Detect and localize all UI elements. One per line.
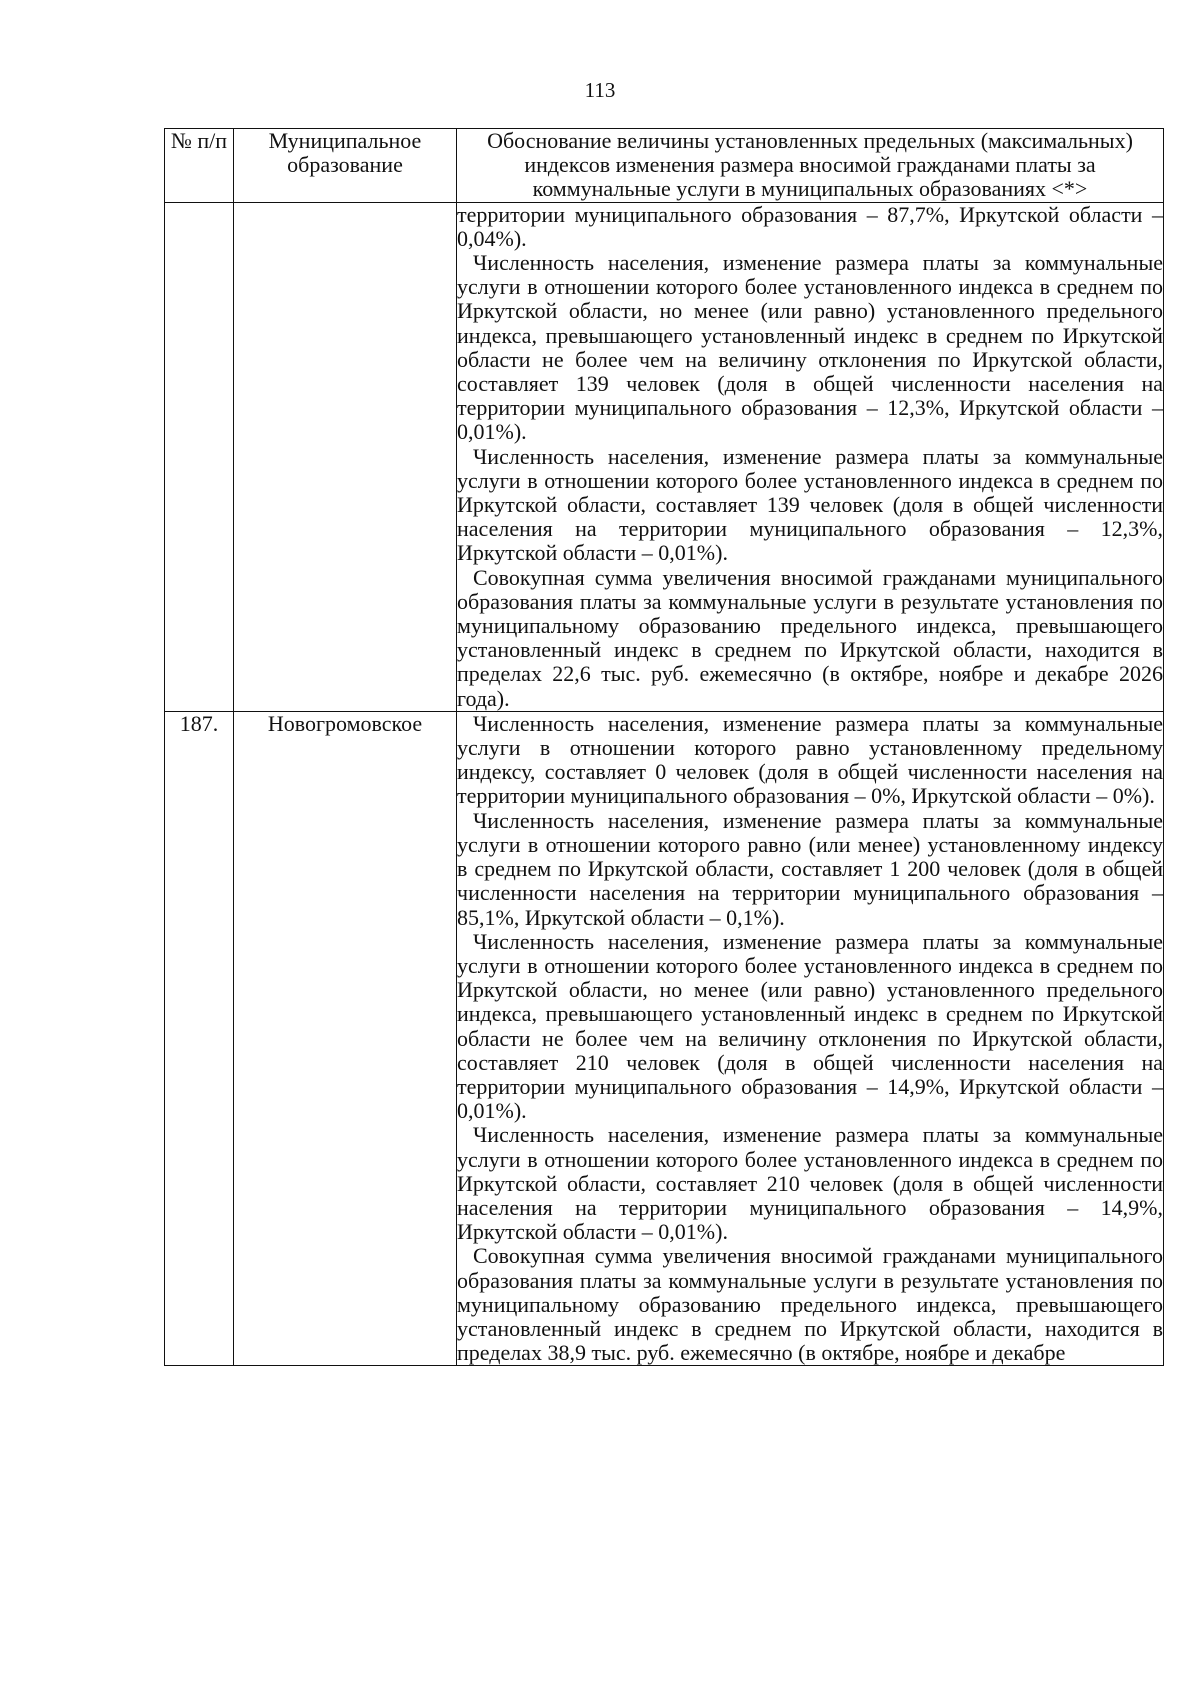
page-number: 113 <box>584 78 616 102</box>
municipality-cell <box>234 202 457 711</box>
basis-paragraph: Совокупная сумма увеличения вносимой гражданами муниципального образования платы за коммунальные услуги в результате установления по муниципальному образованию предельного индекса, превышающего установленный индекс в среднем по Иркутской области, находится в пределах 22,6 тыс. руб. ежемесячно (в октябре, ноябре и декабре 2026 года). <box>457 564 1163 711</box>
row-number-cell: 187. <box>165 711 234 1365</box>
column-header-municipality: Муниципальное образование <box>234 129 457 203</box>
basis-cell <box>457 711 1164 1365</box>
table-row-187 <box>165 711 1164 1365</box>
basis-paragraph: Численность населения, изменение размера платы за коммунальные услуги в отношении которого более установленного индекса в среднем по Иркутской области, но менее (или равно) установленного предельного индекса, превышающего установленный индекс в среднем по Иркутской области не более чем на величину отклонения по Иркутской области, составляет 210 человек (доля в общей численности населения на территории муниципального образования – 14,9%, Иркутской области – 0,01%). <box>457 928 1163 1124</box>
row-number-cell <box>165 202 234 711</box>
basis-paragraph: Численность населения, изменение размера платы за коммунальные услуги в отношении которого равно установленному предельному индексу, составляет 0 человек (доля в общей численности населения на территории муниципального образования – 0%, Иркутской области – 0%). <box>457 710 1163 809</box>
municipality-cell: Новогромовское <box>234 711 457 1365</box>
basis-paragraph: Численность населения, изменение размера платы за коммунальные услуги в отношении которого равно (или менее) установленному индексу в среднем по Иркутской области, составляет 1 200 человек (доля в общей численности населения на территории муниципального образования – 85,1%, Иркутской области – 0,1%). <box>457 807 1163 930</box>
basis-paragraph: Численность населения, изменение размера платы за коммунальные услуги в отношении которого более установленного индекса в среднем по Иркутской области, но менее (или равно) установленного предельного индекса, превышающего установленный индекс в среднем по Иркутской области не более чем на величину отклонения по Иркутской области, составляет 139 человек (доля в общей численности населения на территории муниципального образования – 12,3%, Иркутской области – 0,01%). <box>457 250 1163 445</box>
column-header-number: № п/п <box>165 129 234 203</box>
basis-cell <box>457 202 1164 711</box>
tariff-index-table <box>164 128 1164 1366</box>
basis-paragraph: Совокупная сумма увеличения вносимой гражданами муниципального образования платы за коммунальные услуги в результате установления по муниципальному образованию предельного индекса, превышающего установленный индекс в среднем по Иркутской области, находится в пределах 38,9 тыс. руб. ежемесячно (в октябре, ноябре и декабре <box>457 1243 1163 1366</box>
table-header-row <box>165 129 1164 203</box>
basis-paragraph: территории муниципального образования – 87,7%, Иркутской области – 0,04%). <box>457 201 1163 251</box>
basis-paragraph: Численность населения, изменение размера платы за коммунальные услуги в отношении которого более установленного индекса в среднем по Иркутской области, составляет 210 человек (доля в общей численности населения на территории муниципального образования – 14,9%, Иркутской области – 0,01%). <box>457 1122 1163 1245</box>
column-header-basis: Обоснование величины установленных предельных (максимальных) индексов изменения размера вносимой гражданами платы за коммунальные услуги в муниципальных образованиях <*> <box>457 129 1164 203</box>
basis-paragraph: Численность населения, изменение размера платы за коммунальные услуги в отношении которого более установленного индекса в среднем по Иркутской области, составляет 139 человек (доля в общей численности населения на территории муниципального образования – 12,3%, Иркутской области – 0,01%). <box>457 443 1163 566</box>
table-row-continued <box>165 202 1164 711</box>
